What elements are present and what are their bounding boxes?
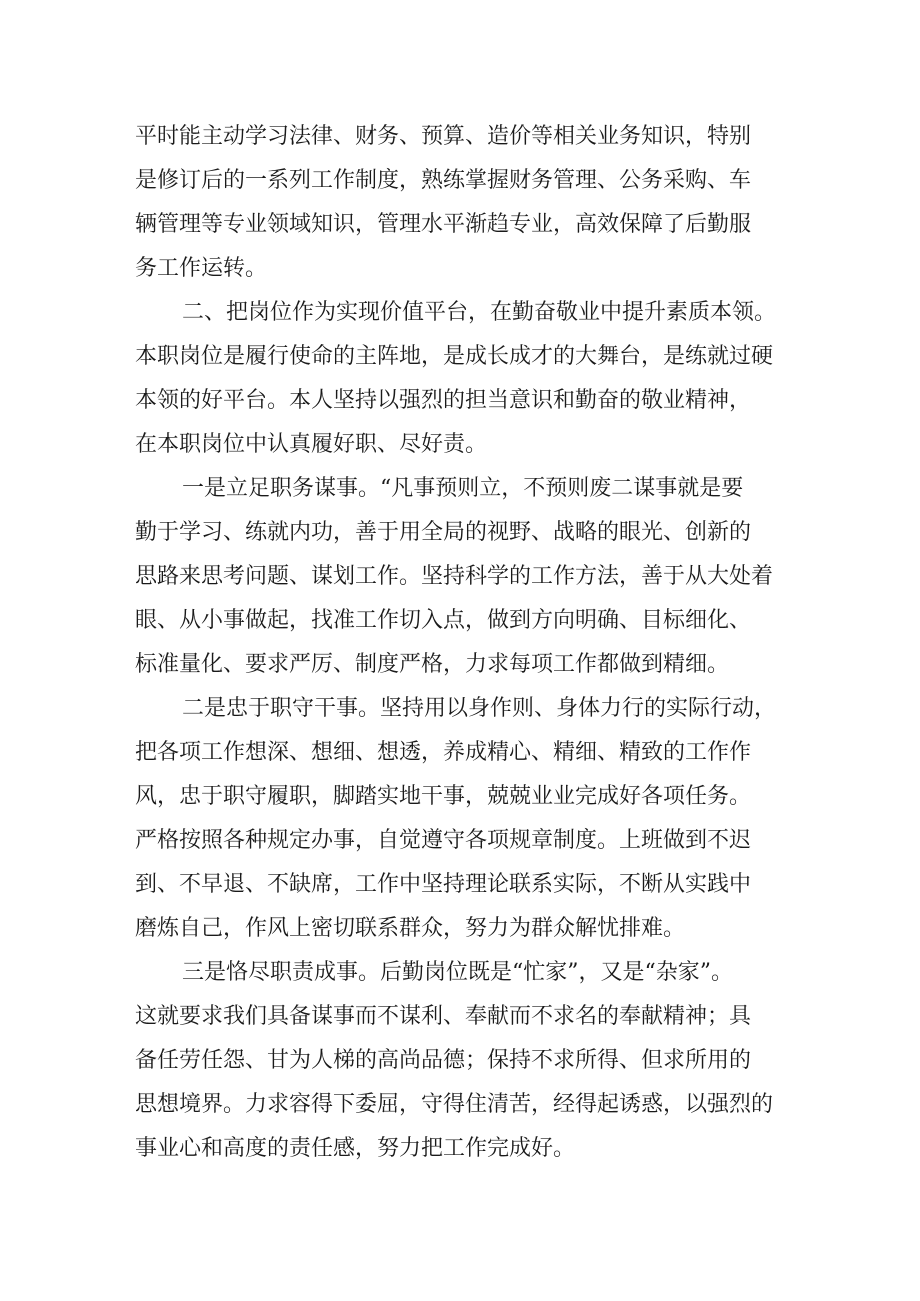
text-line: 眼、从小事做起，找准工作切入点，做到方向明确、目标细化、 — [135, 608, 752, 633]
paragraph-first-line: 二是忠于职守干事。坚持用以身作则、身体力行的实际行动， — [182, 696, 777, 721]
text-line: 是修订后的一系列工作制度，熟练掌握财务管理、公务采购、车 — [135, 168, 752, 193]
text-line: 思想境界。力求容得下委屈，守得住清苦，经得起诱惑，以强烈的 — [135, 1092, 774, 1117]
text-line: 磨炼自己，作风上密切联系群众，努力为群众解忧排难。 — [135, 916, 686, 941]
text-line: 平时能主动学习法律、财务、预算、造价等相关业务知识，特别 — [135, 124, 752, 149]
text-line: 本领的好平台。本人坚持以强烈的担当意识和勤奋的敬业精神， — [135, 388, 752, 413]
text-line: 在本职岗位中认真履好职、尽好责。 — [135, 432, 488, 457]
text-line: 备任劳任怨、甘为人梯的高尚品德；保持不求所得、但求所用的 — [135, 1048, 752, 1073]
text-line: 严格按照各种规定办事，自觉遵守各项规章制度。上班做到不迟 — [135, 828, 752, 853]
text-line: 事业心和高度的责任感，努力把工作完成好。 — [135, 1136, 576, 1161]
text-line: 思路来思考问题、谋划工作。坚持科学的工作方法，善于从大处着 — [135, 564, 774, 589]
text-line: 辆管理等专业领域知识，管理水平渐趋专业，高效保障了后勤服 — [135, 212, 752, 237]
paragraph-first-line: 三是恪尽职责成事。后勤岗位既是“忙家”，又是“杂家”。 — [182, 960, 733, 985]
paragraph-first-line: 一是立足职务谋事。“凡事预则立，不预则废二谋事就是要 — [182, 476, 744, 501]
text-line: 风，忠于职守履职，脚踏实地干事，兢兢业业完成好各项任务。 — [135, 784, 752, 809]
text-line: 务工作运转。 — [135, 256, 268, 281]
text-line: 勤于学习、练就内功，善于用全局的视野、战略的眼光、创新的 — [135, 520, 752, 545]
section-heading: 二、把岗位作为实现价值平台，在勤奋敬业中提升素质本领。 — [182, 300, 777, 325]
text-line: 标准量化、要求严厉、制度严格，力求每项工作都做到精细。 — [135, 652, 730, 677]
text-line: 这就要求我们具备谋事而不谋利、奉献而不求名的奉献精神；具 — [135, 1004, 752, 1029]
text-line: 把各项工作想深、想细、想透，养成精心、精细、精致的工作作 — [135, 740, 752, 765]
text-line: 到、不早退、不缺席，工作中坚持理论联系实际，不断从实践中 — [135, 872, 752, 897]
text-line: 本职岗位是履行使命的主阵地，是成长成才的大舞台，是练就过硬 — [135, 344, 774, 369]
